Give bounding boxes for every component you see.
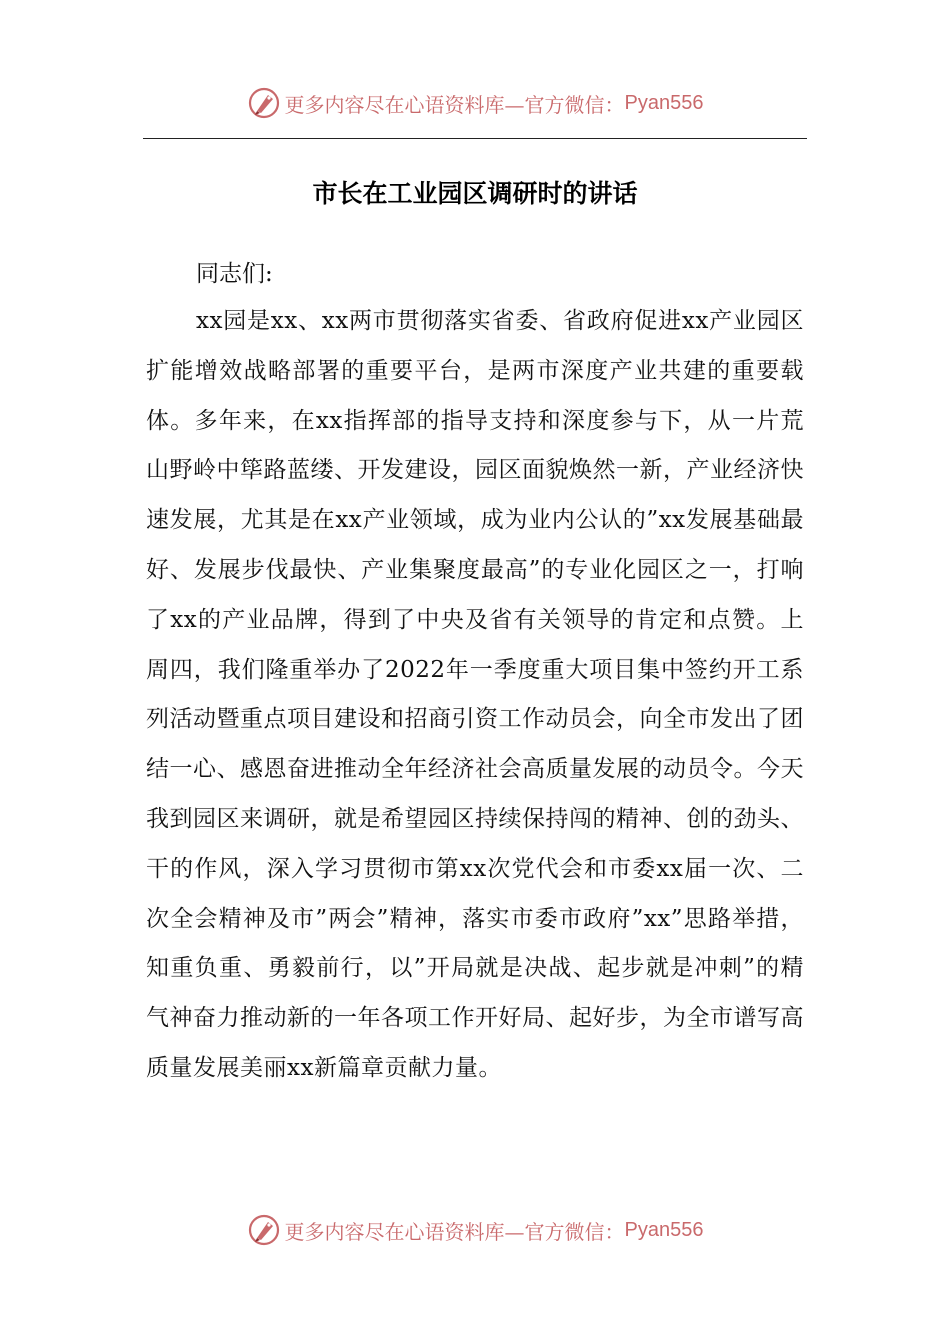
header-banner	[0, 83, 950, 123]
document-title: 市长在工业园区调研时的讲话	[312, 179, 638, 208]
header-divider	[143, 138, 807, 139]
banner-text: 更多内容尽在心语资料库—官方微信：	[284, 1219, 625, 1244]
wechat-handle: Pyan556	[624, 91, 704, 114]
pen-nib-logo-icon	[247, 86, 281, 120]
pen-nib-logo-icon	[247, 1213, 281, 1247]
body-paragraph: xx园是xx、xx两市贯彻落实省委、省政府促进xx产业园区扩能增效战略部署的重要平台，是两市深度产业共建的重要载体。多年来，在xx指挥部的指导支持和深度参与下，从一片荒山野岭中筚路蓝缕、开发建设，园区面貌焕然一新，产业经济快速发展，尤其是在xx产业领域，成为业内公认的”xx发展基础最好、发展步伐最快、产业集聚度最高”的专业化园区之一，打响了xx的产业品牌，得到了中央及省有关领导的肯定和点赞。上周四，我们隆重举办了2022年一季度重大项目集中签约开工系列活动暨重点项目建设和招商引资工作动员会，向全市发出了团结一心、感恩奋进推动全年经济社会高质量发展的动员令。今天我到园区来调研，就是希望园区持续保持闯的精神、创的劲头、干的作风，深入学习贯彻市第xx次党代会和市委xx届一次、二次全会精神及市”两会”精神，落实市委市政府”xx”思路举措，知重负重、勇毅前行，以”开局就是决战、起步就是冲刺”的精气神奋力推动新的一年各项工作开好局、起好步，为全市谱写高质量发展美丽xx新篇章贡献力量。	[146, 308, 804, 1081]
salutation: 同志们:	[196, 261, 273, 287]
banner-text: 更多内容尽在心语资料库—官方微信：	[284, 92, 625, 117]
wechat-handle: Pyan556	[624, 1218, 704, 1241]
footer-banner	[0, 1210, 950, 1250]
